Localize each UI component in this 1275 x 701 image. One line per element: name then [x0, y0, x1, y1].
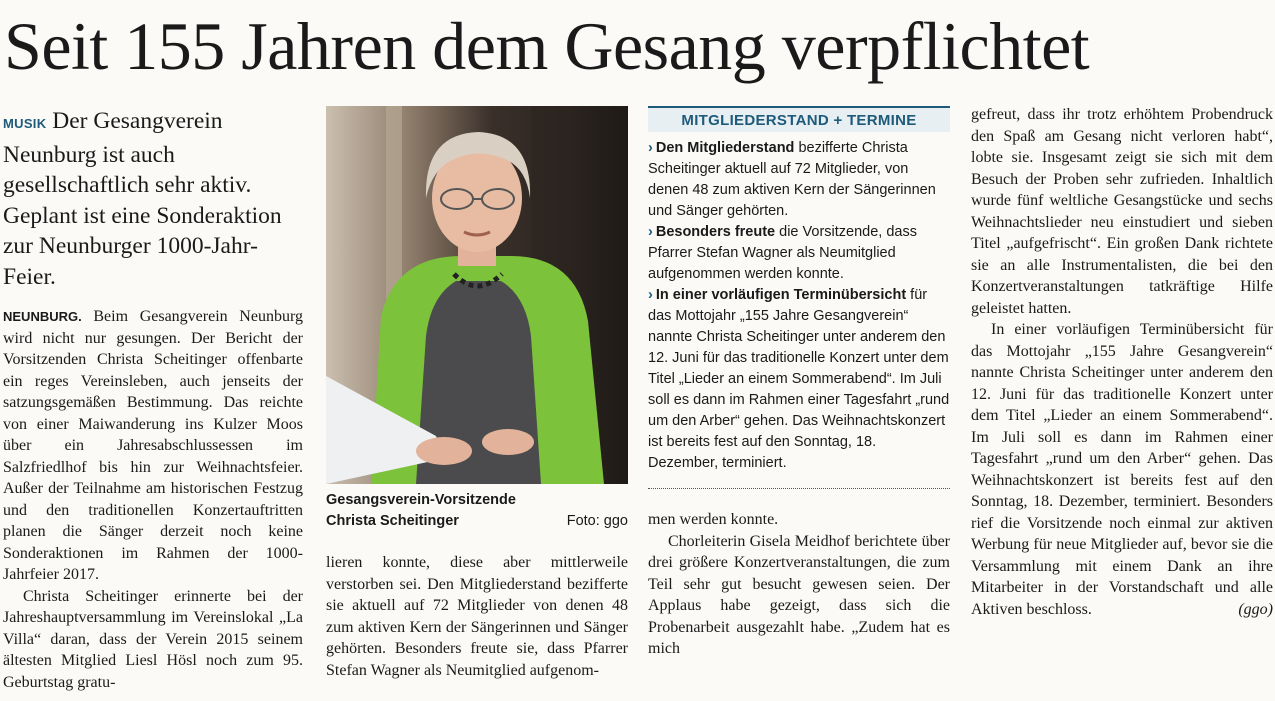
arrow-icon: › [648, 140, 653, 156]
infobox-item-text: die Vorsitzende, dass Pfarrer Stefan Wagner als Neumitglied aufgenommen werden konnte. [648, 224, 917, 282]
column-3 [648, 106, 950, 660]
body-paragraph: Christa Scheitinger erinnerte bei der Jahreshauptversammlung im Vereinslokal „La Villa“ daran, dass der Verein 2015 seinem ältesten Mitglied Liesl Hösl noch zum 95. Geburtstag gratu- [3, 587, 303, 691]
infobox-item-text: für das Mottojahr „155 Jahre Gesangverein“ nannte Christa Scheitinger unter anderem den 12. Juni für das traditionelle Konzert unter dem Titel „Lieder an einem Sommerabend“. Im Juli soll es dann im Rahmen einer Tagesfahrt „rund um den Arber“ gehen. Das Weihnachtskonzert ist bereits fest auf den Sonntag, 18. Dezember, terminiert. [648, 287, 950, 471]
column-2 [326, 106, 628, 681]
body-paragraph: men werden konnte. [648, 511, 779, 528]
headline: Seit 155 Jahren dem Gesang verpflichtet [4, 8, 1090, 84]
photo-caption [326, 490, 628, 532]
body-paragraph [3, 306, 303, 586]
infobox-item-text: bezifferte Christa Scheitinger aktuell auf 72 Mitglieder, von denen 48 zum aktiven Kern der Sängerinnen und Sänger gehörten. [648, 140, 936, 219]
column-4 [971, 104, 1273, 620]
infobox-item [648, 222, 950, 285]
body-paragraph [971, 319, 1273, 620]
portrait-photo [326, 106, 628, 484]
infobox-title: MITGLIEDERSTAND + TERMINE [648, 106, 950, 132]
column-1 [3, 106, 303, 693]
kicker: MUSIK [3, 116, 47, 131]
body-paragraph: lieren konnte, diese aber mittlerweile verstorben sei. Den Mitgliederstand bezifferte sie aktuell auf 72 Mitglieder von denen 48 zum aktiven Kern der Sängerinnen und Sänger gehörten. Besonders freute sie, dass Pfarrer Stefan Wagner als Neumitglied aufgenom- [326, 554, 628, 679]
infobox-item-lead: In einer vorläufigen Terminübersicht [655, 287, 907, 303]
body-paragraph: Chorleiterin Gisela Meidhof berichtete über drei größere Konzertveranstaltungen, die zum Teil sehr gut besucht gewesen seien. Der Applaus habe gezeigt, dass sich die Probenarbeit ausgezahlt habe. „Zudem hat es mich [648, 532, 950, 657]
infobox-item [648, 285, 950, 474]
lead-text: Der Gesangverein Neunburg ist auch gesellschaftlich sehr aktiv. Geplant ist eine Sonderaktion zur Neunburger 1000-Jahr-Feier. [3, 108, 282, 290]
infobox-body [648, 138, 950, 474]
author-signature: (ggo) [1238, 600, 1273, 618]
infobox-item-lead: Den Mitgliederstand [655, 140, 795, 156]
infobox-item [648, 138, 950, 222]
infobox-item-lead: Besonders freute [655, 224, 776, 240]
dateline: NEUNBURG. [3, 309, 82, 324]
caption-text: Gesangsverein-Vorsitzende Christa Scheitinger [326, 492, 516, 529]
lead-paragraph [3, 106, 303, 292]
body-text: In einer vorläufigen Terminübersicht für das Mottojahr „155 Jahre Gesangverein“ nannte Christa Scheitinger unter anderem den 12. Juni für das traditionelle Konzert unter dem Titel „Lieder an einem Sommerabend“. Im Juli soll es dann im Rahmen einer Tagesfahrt „rund um den Arber“ gehen. Das Weihnachtskonzert ist bereits fest auf den Sonntag, 18. Dezember, terminiert. Besonders rief die Vorsitzende noch einmal zur aktiven Werbung für neue Mitglieder auf, bevor sie die Versammlung mit einem Dank an ihre Mitarbeiter in der Vorstandschaft und alle Aktiven beschloss. [971, 321, 1273, 618]
body-paragraph: gefreut, dass ihr trotz erhöhtem Probendruck den Spaß am Gesang nicht verloren habt“, lobte sie. Insgesamt zeigt sie sich mit dem Besuch der Proben sehr zufrieden. Inhaltlich wurde fünf weltliche Gesangstücke und sechs Weihnachtslieder neu einstudiert und sieben Titel „aufgefrischt“. Ein großen Dank richtete sie an alle Instrumentalisten, die bei den Konzertveranstaltungen tatkräftige Hilfe geleistet hatten. [971, 106, 1273, 317]
body-text: Beim Gesangverein Neunburg wird nicht nur gesungen. Der Bericht der Vorsitzenden Christa Scheitinger offenbarte ein reges Vereinsleben, auch jenseits der satzungsgemäßen Bestimmung. Das reichte von einer Maiwanderung ins Kulzer Moos über ein Jahresabschlussessen im Salzfriedlhof bis hin zur Weihnachtsfeier. Außer der Teilnahme am historischen Festzug und den traditionellen Konzertauftritten planen die Sänger derzeit noch keine Sonderaktionen im Rahmen der 1000-Jahrfeier 2017. [3, 308, 303, 583]
arrow-icon: › [648, 287, 653, 303]
infobox-divider [648, 488, 950, 489]
photo-credit: Foto: ggo [566, 513, 628, 529]
arrow-icon: › [648, 224, 653, 240]
portrait-illustration [326, 106, 628, 484]
